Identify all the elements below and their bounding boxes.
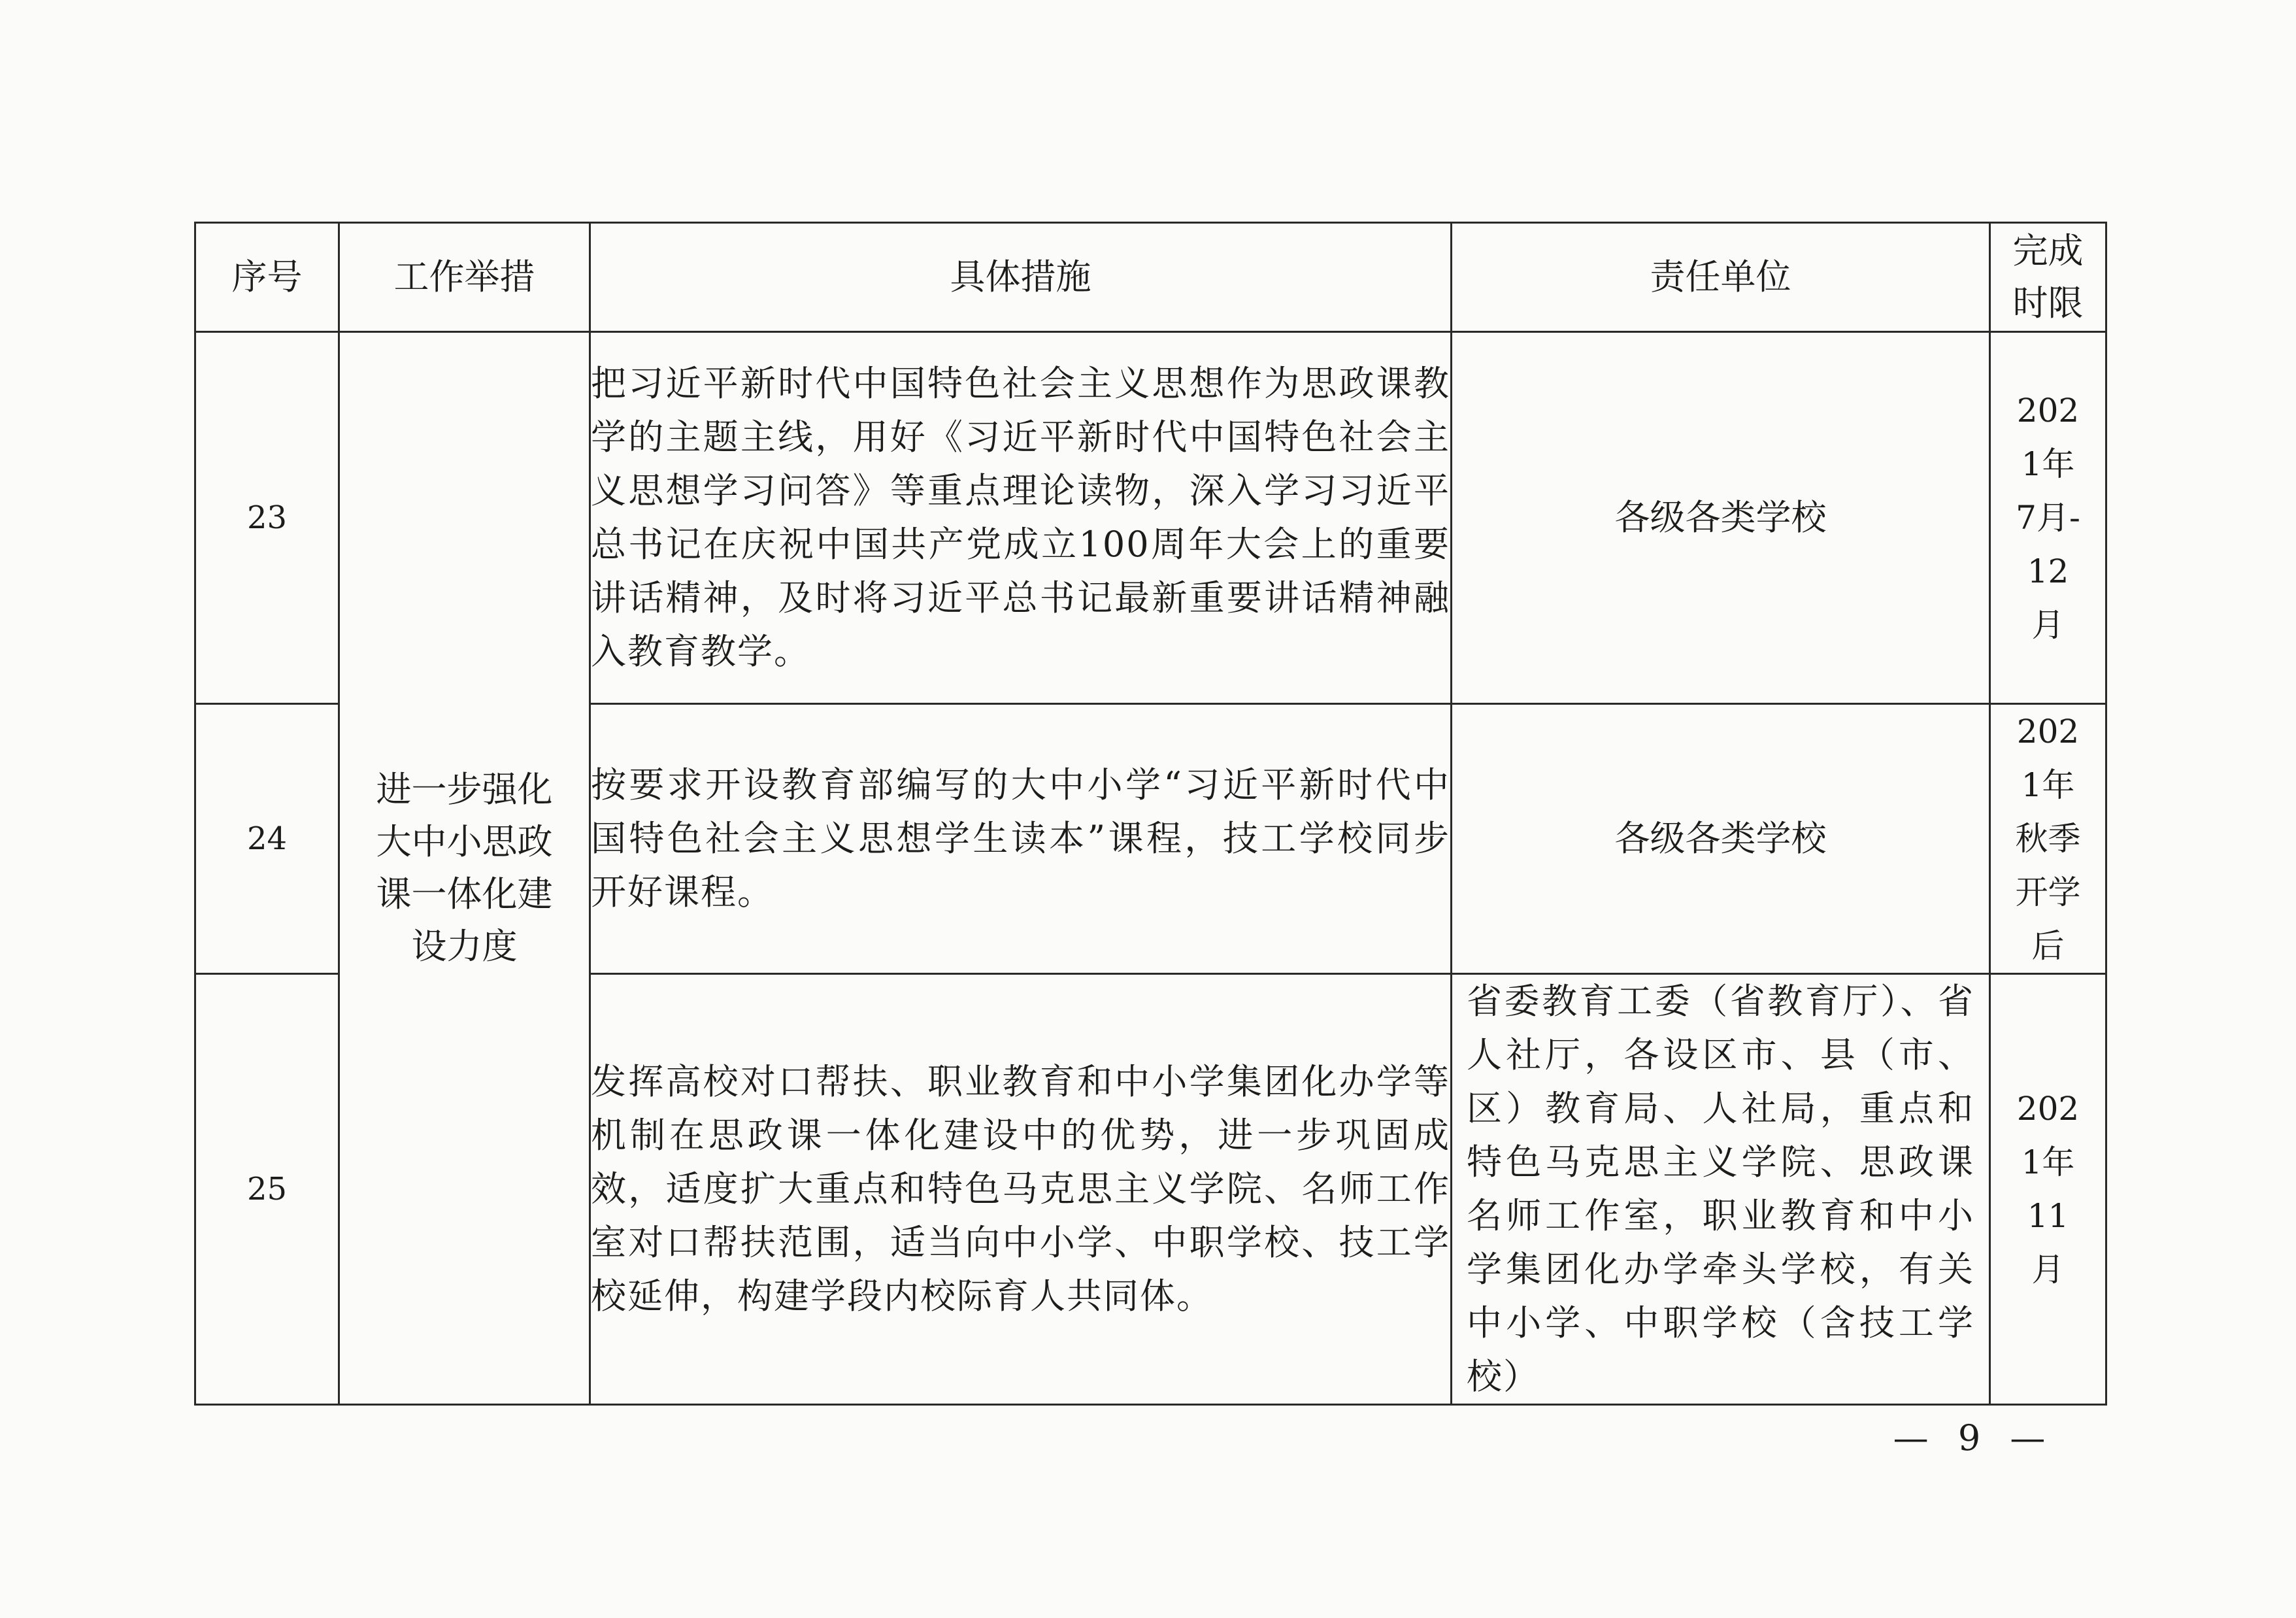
row-deadline-cell	[1990, 974, 2106, 1405]
row-seq: 25	[195, 974, 339, 1405]
row-deadline: 2021年7月-12月	[2016, 392, 2080, 644]
row-unit: 各级各类学校	[1452, 704, 1990, 974]
page-number: — 9 —	[1893, 1417, 2055, 1458]
row-deadline: 2021年秋季开学后	[2015, 713, 2081, 965]
row-seq: 24	[195, 704, 339, 974]
header-work: 工作举措	[339, 223, 590, 332]
row-deadline-cell	[1990, 704, 2106, 974]
row-measure: 把习近平新时代中国特色社会主义思想作为思政课教学的主题主线，用好《习近平新时代中国特色社会主义思想学习问答》等重点理论读物，深入学习习近平总书记在庆祝中国共产党成立100周年大会上的重要讲话精神，及时将习近平总书记最新重要讲话精神融入教育教学。	[590, 332, 1452, 704]
group-work-text: 进一步强化大中小思政课一体化建设力度	[376, 769, 553, 967]
header-seq: 序号	[195, 223, 339, 332]
table-row	[195, 332, 2106, 704]
group-work-cell	[339, 332, 590, 1405]
row-seq: 23	[195, 332, 339, 704]
row-unit: 省委教育工委（省教育厅）、省人社厅，各设区市、县（市、区）教育局、人社局，重点和特色马克思主义学院、思政课名师工作室，职业教育和中小学集团化办学牵头学校，有关中小学、中职学校（含技工学校）	[1452, 974, 1990, 1405]
header-unit: 责任单位	[1452, 223, 1990, 332]
row-measure: 发挥高校对口帮扶、职业教育和中小学集团化办学等机制在思政课一体化建设中的优势，进一步巩固成效，适度扩大重点和特色马克思主义学院、名师工作室对口帮扶范围，适当向中小学、中职学校、技工学校延伸，构建学段内校际育人共同体。	[590, 974, 1452, 1405]
table-header-row	[195, 223, 2106, 332]
row-measure: 按要求开设教育部编写的大中小学“习近平新时代中国特色社会主义思想学生读本”课程，技工学校同步开好课程。	[590, 704, 1452, 974]
work-plan-table	[194, 222, 2107, 1406]
row-unit: 各级各类学校	[1452, 332, 1990, 704]
row-deadline: 2021年11月	[2016, 1090, 2080, 1289]
header-deadline: 完成时限	[1990, 223, 2106, 332]
header-measure: 具体措施	[590, 223, 1452, 332]
row-deadline-cell	[1990, 332, 2106, 704]
